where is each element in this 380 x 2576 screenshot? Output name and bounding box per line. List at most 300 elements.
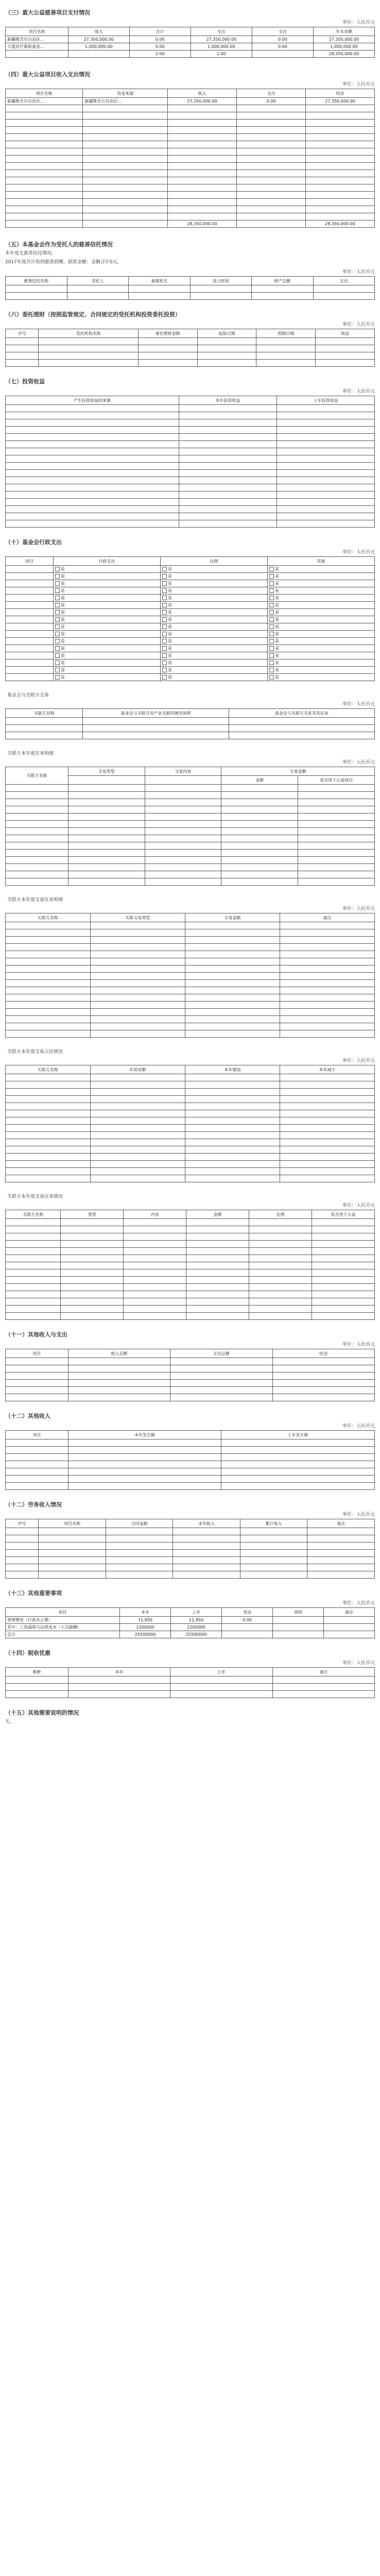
empty-cell	[249, 1269, 312, 1277]
empty-cell	[6, 1125, 91, 1132]
checkbox-icon[interactable]	[269, 617, 274, 622]
checkbox-icon[interactable]	[269, 567, 274, 571]
empty-cell	[6, 455, 179, 463]
col-header: 上年发生额	[221, 1431, 375, 1439]
empty-cell	[68, 1372, 170, 1380]
table-row	[6, 427, 375, 434]
empty-cell	[237, 127, 306, 134]
empty-cell	[68, 1676, 170, 1684]
checkbox-label: 是	[168, 639, 172, 643]
empty-cell	[6, 1439, 68, 1447]
table-row	[6, 595, 375, 602]
empty-cell	[280, 1096, 374, 1103]
col-header: 内容	[124, 1210, 186, 1219]
col-header: 是否用于公益	[312, 1210, 375, 1219]
table-row	[6, 573, 375, 580]
empty-cell	[237, 163, 306, 170]
table-row	[6, 674, 375, 681]
empty-cell	[145, 871, 221, 878]
table-row	[6, 980, 375, 987]
checkbox-icon[interactable]	[162, 588, 167, 593]
admin-expense-table	[5, 556, 375, 681]
empty-cell	[179, 470, 277, 477]
empty-cell	[90, 1030, 185, 1038]
table-row	[6, 499, 375, 506]
table-row	[6, 1543, 375, 1550]
checkbox-label: 是	[168, 567, 172, 571]
empty-cell	[6, 419, 179, 427]
checkbox-icon[interactable]	[55, 588, 60, 593]
checkbox-icon[interactable]	[55, 603, 60, 607]
empty-cell	[6, 580, 54, 587]
empty-cell	[221, 850, 298, 857]
empty-cell	[185, 980, 280, 987]
empty-cell	[106, 1543, 173, 1550]
empty-cell	[179, 499, 277, 506]
empty-cell	[90, 937, 185, 944]
checkbox-icon[interactable]	[162, 574, 167, 579]
empty-cell	[68, 1380, 170, 1387]
section-title: （十四）税收优惠	[5, 1650, 50, 1656]
col-header: 变动	[222, 1608, 273, 1617]
checkbox-icon[interactable]	[162, 632, 167, 636]
empty-cell	[6, 566, 54, 573]
cell: 11,950	[120, 1617, 171, 1624]
empty-cell	[39, 1557, 106, 1564]
checkbox-cell	[54, 659, 161, 667]
checkbox-icon[interactable]	[55, 610, 60, 615]
table-row	[6, 1313, 375, 1320]
table-row	[6, 638, 375, 645]
col-header: 序号	[6, 329, 39, 338]
empty-cell	[249, 1219, 312, 1226]
empty-cell	[298, 806, 375, 814]
checkbox-icon[interactable]	[269, 660, 274, 665]
col-header: 资金来源	[83, 89, 168, 98]
checkbox-icon[interactable]	[269, 675, 274, 680]
empty-cell	[68, 785, 145, 792]
checkbox-icon[interactable]	[55, 581, 60, 586]
checkbox-icon[interactable]	[269, 581, 274, 586]
checkbox-icon[interactable]	[269, 596, 274, 600]
empty-cell	[61, 1298, 124, 1306]
checkbox-label: 是	[275, 668, 279, 672]
checkbox-cell	[54, 609, 161, 616]
col-header: 项目	[6, 1608, 120, 1617]
empty-cell	[68, 799, 145, 806]
table-row	[6, 1277, 375, 1284]
cell: 其中：工资福利与运营成本（人员薪酬）	[6, 1624, 120, 1631]
checkbox-cell	[268, 609, 375, 616]
table-row	[6, 1103, 375, 1110]
table-row	[6, 1631, 375, 1638]
table-row	[6, 1255, 375, 1262]
checkbox-icon[interactable]	[162, 653, 167, 658]
empty-cell	[6, 1291, 61, 1298]
checkbox-icon[interactable]	[55, 632, 60, 636]
empty-cell	[90, 1103, 185, 1110]
empty-cell	[249, 1262, 312, 1269]
empty-cell	[186, 1284, 249, 1291]
empty-cell	[298, 792, 375, 799]
checkbox-label: 是	[275, 574, 279, 579]
empty-cell	[145, 828, 221, 835]
empty-cell	[6, 1564, 39, 1571]
section-labor-income	[5, 1500, 375, 1579]
col-header: 基金会与关联方有产业关联的情况说明	[83, 709, 229, 718]
unit-label: 单位：人民币元	[342, 82, 375, 87]
empty-cell	[306, 170, 375, 177]
table-row	[6, 1175, 375, 1182]
table-row	[6, 1023, 375, 1030]
checkbox-icon[interactable]	[55, 675, 60, 680]
empty-cell	[83, 134, 168, 141]
section-title: （五）本基金会作为受托人的慈善信托情况	[5, 241, 113, 248]
checkbox-icon[interactable]	[269, 588, 274, 593]
table-row	[6, 1096, 375, 1103]
empty-cell	[221, 878, 298, 886]
table-row	[6, 850, 375, 857]
checkbox-icon[interactable]	[55, 646, 60, 651]
checkbox-icon[interactable]	[55, 567, 60, 571]
empty-cell	[6, 499, 179, 506]
checkbox-icon[interactable]	[55, 660, 60, 665]
empty-cell	[83, 732, 229, 739]
table-row	[6, 864, 375, 871]
checkbox-icon[interactable]	[269, 574, 274, 579]
empty-cell	[6, 814, 68, 821]
empty-cell	[197, 352, 256, 360]
checkbox-label: 是	[168, 632, 172, 636]
table-row	[6, 463, 375, 470]
empty-cell	[249, 1284, 312, 1291]
empty-cell	[6, 1009, 91, 1016]
empty-cell	[173, 1535, 240, 1543]
empty-cell	[6, 1454, 68, 1461]
empty-cell	[221, 806, 298, 814]
empty-cell	[170, 1676, 272, 1684]
empty-cell	[90, 1074, 185, 1081]
empty-cell	[145, 785, 221, 792]
empty-cell	[124, 1241, 186, 1248]
empty-cell	[272, 1372, 374, 1380]
empty-cell	[179, 492, 277, 499]
empty-cell	[249, 1248, 312, 1255]
empty-cell	[277, 441, 374, 448]
empty-cell	[168, 127, 237, 134]
empty-cell	[312, 1277, 375, 1284]
col-header: 合同金额	[106, 1519, 173, 1528]
empty-cell	[306, 127, 375, 134]
empty-cell	[6, 725, 83, 732]
table-row	[6, 412, 375, 419]
checkbox-icon[interactable]	[162, 624, 167, 629]
empty-cell	[298, 857, 375, 864]
col-header: 备注	[323, 1608, 374, 1617]
checkbox-icon[interactable]	[55, 624, 60, 629]
empty-cell	[145, 878, 221, 886]
empty-cell	[280, 1023, 374, 1030]
table-row	[6, 1139, 375, 1146]
table-row	[6, 441, 375, 448]
cell: 0.00	[252, 43, 313, 50]
cell: 25500000	[120, 1631, 171, 1638]
empty-cell	[6, 1175, 91, 1182]
empty-cell	[240, 1535, 307, 1543]
blank-rows	[6, 285, 375, 300]
checkbox-icon[interactable]	[162, 596, 167, 600]
table-row	[6, 43, 375, 50]
checkbox-icon[interactable]	[55, 653, 60, 658]
col-header: 项目名称	[6, 89, 83, 98]
empty-cell	[185, 1154, 280, 1161]
cell: 27,350,000.00	[191, 36, 252, 43]
table-row	[6, 1684, 375, 1691]
checkbox-cell	[268, 667, 375, 674]
empty-cell	[6, 965, 91, 973]
empty-cell	[298, 821, 375, 828]
empty-cell	[6, 638, 54, 645]
table-row	[6, 1146, 375, 1154]
table-row	[6, 1233, 375, 1241]
empty-cell	[61, 1241, 124, 1248]
empty-cell	[272, 1358, 374, 1365]
empty-cell	[68, 806, 145, 814]
empty-cell	[61, 1226, 124, 1233]
unit-label: 单位：人民币元	[342, 1203, 375, 1208]
empty-cell	[6, 1168, 91, 1175]
section-title: （十五）其他需要说明的情况	[5, 1709, 79, 1716]
empty-cell	[61, 1313, 124, 1320]
checkbox-label: 是	[61, 632, 65, 636]
cell: 大爱医疗救助基金...	[6, 43, 68, 50]
checkbox-cell	[268, 616, 375, 623]
empty-cell	[6, 1117, 91, 1125]
checkbox-icon[interactable]	[162, 617, 167, 622]
checkbox-cell	[268, 638, 375, 645]
empty-cell	[6, 864, 68, 871]
empty-cell	[68, 1483, 221, 1490]
checkbox-icon[interactable]	[162, 567, 167, 571]
table-row	[6, 360, 375, 367]
empty-cell	[61, 1255, 124, 1262]
checkbox-cell	[161, 631, 268, 638]
checkbox-icon[interactable]	[162, 668, 167, 672]
checkbox-icon[interactable]	[55, 574, 60, 579]
checkbox-label: 是	[275, 653, 279, 658]
empty-cell	[312, 1248, 375, 1255]
empty-cell	[272, 1691, 374, 1698]
col-header: 关联交易类型	[90, 913, 185, 922]
empty-cell	[145, 842, 221, 850]
empty-cell	[306, 199, 375, 206]
col-header: 受托人	[67, 277, 129, 285]
table-row	[6, 156, 375, 163]
col-header: 说明	[273, 1608, 324, 1617]
empty-cell	[221, 1476, 375, 1483]
empty-cell	[124, 1269, 186, 1277]
checkbox-icon[interactable]	[269, 639, 274, 643]
col-header: 收入	[168, 89, 237, 98]
empty-cell	[277, 477, 374, 484]
empty-cell	[6, 520, 179, 528]
table-row	[6, 857, 375, 864]
table-row	[6, 184, 375, 192]
table-row	[6, 1365, 375, 1372]
empty-cell	[272, 1365, 374, 1372]
empty-cell	[6, 842, 68, 850]
empty-cell	[306, 177, 375, 184]
section-investment-income	[5, 377, 375, 528]
table-row	[6, 1306, 375, 1313]
empty-cell	[185, 1002, 280, 1009]
empty-cell	[306, 184, 375, 192]
checkbox-icon[interactable]	[269, 624, 274, 629]
checkbox-icon[interactable]	[269, 668, 274, 672]
empty-cell	[68, 1454, 221, 1461]
cell: 管理费用（行政办公费）	[6, 1617, 120, 1624]
empty-cell	[186, 1233, 249, 1241]
empty-cell	[6, 1676, 68, 1684]
col-subheader: 是否用于公益项目	[298, 776, 375, 785]
checkbox-icon[interactable]	[162, 610, 167, 615]
empty-cell	[179, 427, 277, 434]
col-header: 设立时间	[190, 277, 252, 285]
checkbox-cell	[161, 602, 268, 609]
checkbox-cell	[161, 587, 268, 595]
empty-cell	[6, 1016, 91, 1023]
empty-cell	[6, 1298, 61, 1306]
checkbox-icon[interactable]	[55, 596, 60, 600]
empty-cell	[6, 821, 68, 828]
empty-cell	[6, 345, 39, 352]
empty-cell	[6, 951, 91, 958]
trust-table	[5, 276, 375, 300]
empty-cell	[6, 878, 68, 886]
empty-cell	[185, 1030, 280, 1038]
empty-cell	[6, 994, 91, 1002]
empty-cell	[6, 987, 91, 994]
empty-cell	[106, 1571, 173, 1579]
empty-cell	[306, 206, 375, 213]
checkbox-icon[interactable]	[269, 653, 274, 658]
checkbox-icon[interactable]	[162, 646, 167, 651]
table-row	[6, 1117, 375, 1125]
checkbox-icon[interactable]	[55, 668, 60, 672]
empty-cell	[185, 1009, 280, 1016]
empty-cell	[173, 1550, 240, 1557]
checkbox-label: 是	[61, 653, 65, 658]
section-title: （十二）其他收入	[5, 1413, 50, 1419]
empty-cell	[280, 929, 374, 937]
col-header: 年初余额	[90, 1065, 185, 1074]
col-header: 本年	[120, 1608, 171, 1617]
empty-cell	[256, 345, 316, 352]
table-row	[6, 1439, 375, 1447]
col-header: 关联方名称	[6, 913, 91, 922]
empty-cell	[185, 1161, 280, 1168]
empty-cell	[68, 1476, 221, 1483]
empty-cell	[229, 718, 374, 725]
empty-cell	[90, 1023, 185, 1030]
checkbox-label: 是	[168, 624, 172, 629]
related-party-trades-table	[5, 1210, 375, 1320]
empty-cell	[6, 806, 68, 814]
empty-cell	[6, 338, 39, 345]
table-row	[6, 929, 375, 937]
checkbox-icon[interactable]	[55, 639, 60, 643]
empty-cell	[185, 929, 280, 937]
entrusted-investment-table	[5, 329, 375, 367]
empty-cell	[179, 405, 277, 412]
empty-cell	[68, 1439, 221, 1447]
col-header: 支出	[191, 27, 252, 36]
empty-cell	[185, 944, 280, 951]
empty-cell	[83, 213, 168, 221]
empty-cell	[312, 1291, 375, 1298]
empty-cell	[168, 163, 237, 170]
empty-cell	[6, 616, 54, 623]
cell: 1200000	[171, 1624, 222, 1631]
col-header: 项目名称	[39, 1519, 106, 1528]
checkbox-icon[interactable]	[269, 646, 274, 651]
table-row	[6, 652, 375, 659]
table-row	[6, 206, 375, 213]
table-row	[6, 1168, 375, 1175]
empty-cell	[124, 1262, 186, 1269]
section-title: （十一）其他收入与支出	[5, 1331, 67, 1338]
table-row	[6, 506, 375, 513]
checkbox-label: 是	[275, 660, 279, 665]
table-row	[6, 1380, 375, 1387]
empty-cell	[298, 864, 375, 871]
checkbox-label: 是	[168, 660, 172, 665]
empty-cell	[179, 448, 277, 455]
empty-cell	[280, 922, 374, 929]
col-header: 项目	[6, 557, 54, 566]
checkbox-icon[interactable]	[269, 603, 274, 607]
empty-cell	[280, 1110, 374, 1117]
empty-cell	[277, 448, 374, 455]
checkbox-cell	[54, 566, 161, 573]
empty-cell	[6, 1255, 61, 1262]
checkbox-icon[interactable]	[162, 581, 167, 586]
empty-cell	[90, 965, 185, 973]
table-row	[6, 1372, 375, 1380]
table-row	[6, 566, 375, 573]
investment-income-table	[5, 396, 375, 528]
empty-cell	[6, 937, 91, 944]
empty-cell	[6, 492, 179, 499]
empty-cell	[168, 141, 237, 148]
empty-cell	[6, 1096, 91, 1103]
checkbox-icon[interactable]	[162, 660, 167, 665]
checkbox-icon[interactable]	[162, 603, 167, 607]
checkbox-icon[interactable]	[269, 632, 274, 636]
empty-cell	[185, 951, 280, 958]
blank-rows	[6, 1358, 375, 1401]
col-header: 收入总额	[68, 1349, 170, 1358]
empty-cell	[312, 1219, 375, 1226]
checkbox-icon[interactable]	[162, 675, 167, 680]
checkbox-icon[interactable]	[55, 617, 60, 622]
empty-cell	[90, 980, 185, 987]
empty-cell	[197, 345, 256, 352]
checkbox-icon[interactable]	[269, 610, 274, 615]
empty-cell	[68, 1447, 221, 1454]
checkbox-icon[interactable]	[162, 639, 167, 643]
table-row	[6, 973, 375, 980]
